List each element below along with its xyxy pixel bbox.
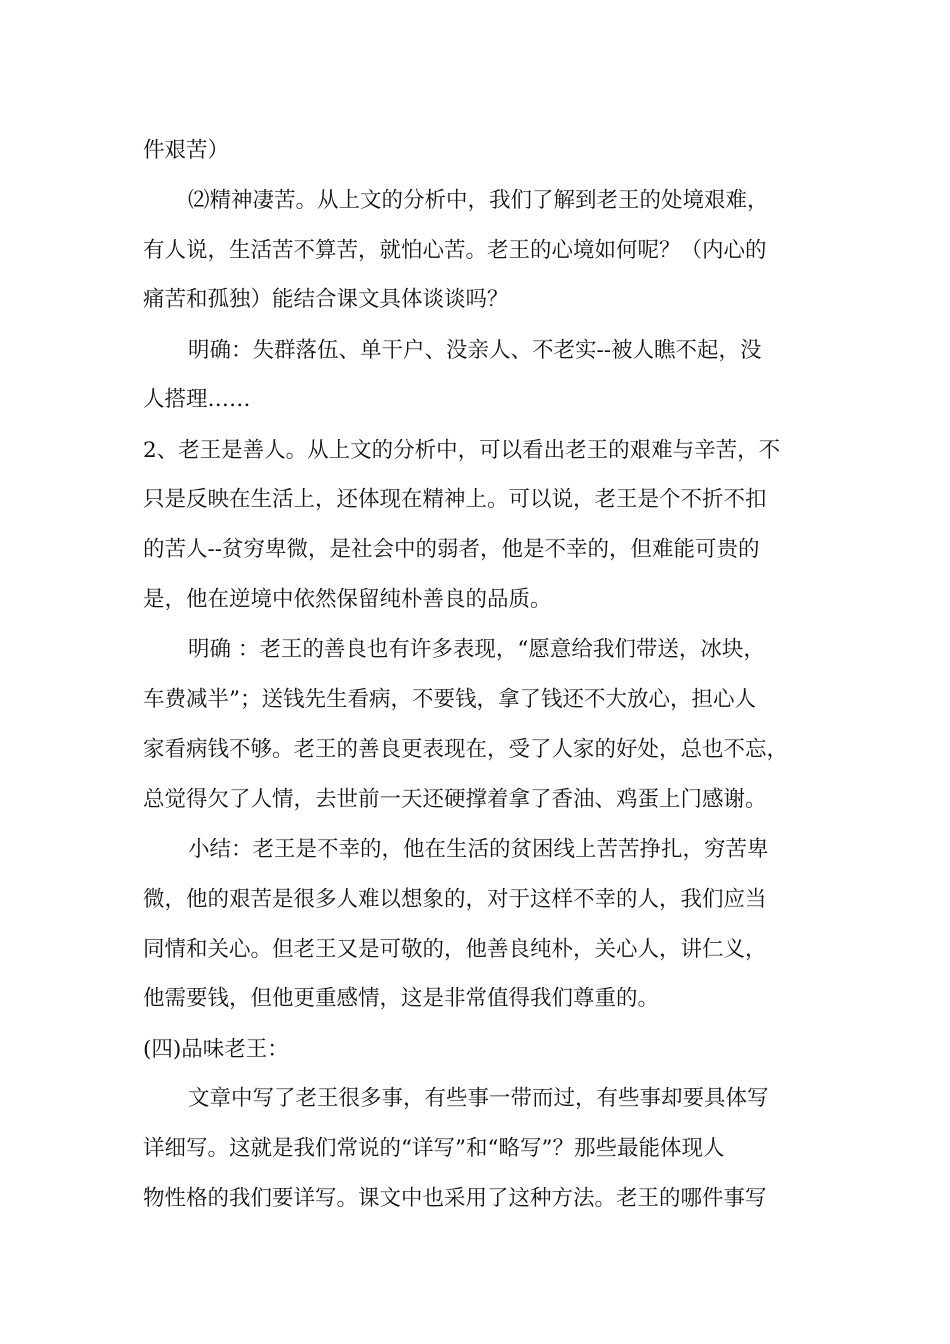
section-heading: (四)品味老王： bbox=[143, 1037, 289, 1062]
text-line: 文章中写了老王很多事，有些事一带而过，有些事却要具体写 bbox=[188, 1086, 769, 1111]
text-line: 的苦人--贫穷卑微，是社会中的弱者，他是不幸的，但难能可贵的 bbox=[143, 537, 760, 562]
text-line: 小结：老王是不幸的，他在生活的贫困线上苦苦挣扎，穷苦卑 bbox=[188, 837, 769, 862]
text-line: 有人说，生活苦不算苦，就怕心苦。老王的心境如何呢？（内心的 bbox=[143, 238, 767, 263]
text-line: 物性格的我们要详写。课文中也采用了这种方法。老王的哪件事写 bbox=[143, 1186, 767, 1211]
text-line: 微，他的艰苦是很多人难以想象的，对于这样不幸的人，我们应当 bbox=[143, 887, 767, 912]
text-line: 家看病钱不够。老王的善良更表现在，受了人家的好处，总也不忘， bbox=[143, 737, 789, 762]
text-line: 人搭理…… bbox=[143, 387, 251, 412]
text-line: 详细写。这就是我们常说的“详写”和“略写”？那些最能体现人 bbox=[143, 1136, 725, 1161]
text-line: 他需要钱，但他更重感情，这是非常值得我们尊重的。 bbox=[143, 986, 660, 1011]
text-line: 同情和关心。但老王又是可敬的，他善良纯朴，关心人，讲仁义， bbox=[143, 937, 767, 962]
text-line: 是，他在逆境中依然保留纯朴善良的品质。 bbox=[143, 587, 552, 612]
text-line: 明确：失群落伍、单干户、没亲人、不老实--被人瞧不起，没 bbox=[188, 338, 762, 363]
text-line: ⑵精神凄苦。从上文的分析中，我们了解到老王的处境艰难， bbox=[188, 188, 769, 213]
text-line: 总觉得欠了人情，去世前一天还硬撑着拿了香油、鸡蛋上门感谢。 bbox=[143, 787, 767, 812]
text-line: 件艰苦） bbox=[143, 138, 230, 163]
text-line: 只是反映在生活上，还体现在精神上。可以说，老王是个不折不扣 bbox=[143, 487, 767, 512]
text-line: 车费减半”；送钱先生看病，不要钱，拿了钱还不大放心，担心人 bbox=[143, 687, 756, 712]
text-line: 明确 ：老王的善良也有许多表现，“愿意给我们带送，冰块， bbox=[188, 637, 765, 662]
text-line: 2、老王是善人。从上文的分析中，可以看出老王的艰难与辛苦，不 bbox=[143, 438, 781, 463]
text-line: 痛苦和孤独）能结合课文具体谈谈吗？ bbox=[143, 287, 509, 312]
